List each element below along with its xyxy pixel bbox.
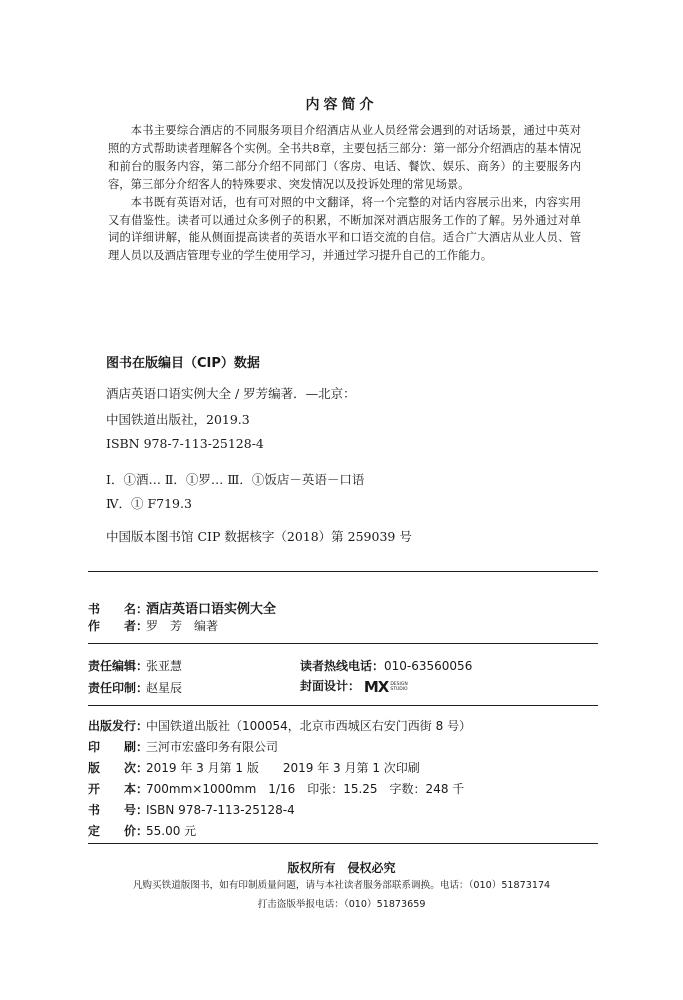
cover-design-label: 封面设计： [300, 679, 361, 693]
logo-sub-1: DESIGN [390, 681, 408, 687]
edition: 2019 年 3 月第 1 版 2019 年 3 月第 1 次印刷 [146, 761, 420, 775]
book-title: 酒店英语口语实例大全 [146, 602, 277, 617]
cip-line-2: 中国铁道出版社，2019.3 [106, 412, 250, 427]
design-studio-logo [364, 678, 408, 696]
hotline-label: 读者热线电话： [300, 659, 385, 673]
hotline-row [300, 657, 472, 674]
publish-row-5 [88, 801, 295, 818]
intro-paragraph-1: 本书主要综合酒店的不同服务项目介绍酒店从业人员经常会遇到的对话场景，通过中英对照的方式帮助读者理解各个实例。全书共8章，主要包括三部分：第一部分介绍酒店的基本情况和前台的服务内容，第二部分介绍不同部门（客房、电话、餐饮、娱乐、商务）的主要服务内容，第三部分介绍客人的特殊要求、突发情况以及投诉处理的常见场景。 [108, 124, 581, 191]
author-row [88, 617, 218, 634]
isbn: ISBN 978-7-113-25128-4 [146, 803, 295, 817]
cip-line-3: ISBN 978-7-113-25128-4 [106, 436, 264, 451]
editor-label: 责任编辑： [88, 659, 149, 673]
divider-3 [88, 705, 598, 706]
edition-label: 版 次： [88, 761, 149, 775]
cover-design-row [300, 677, 408, 696]
publish-row-6 [88, 822, 196, 839]
format: 700mm×1000mm 1/16 印张：15.25 字数：248 千 [146, 782, 465, 796]
author: 罗 芳 编著 [146, 619, 219, 633]
editor-row [88, 657, 182, 674]
logo-subtext [390, 682, 407, 692]
copyright-notice: 版权所有 侵权必究 [287, 861, 396, 875]
logo-sub-2: STUDIO [390, 686, 408, 692]
printing-label: 责任印制： [88, 681, 149, 695]
printing-manager: 赵星辰 [146, 681, 183, 695]
divider-1 [88, 571, 598, 572]
printing-row [88, 679, 182, 696]
format-label: 开 本： [88, 782, 149, 796]
logo-mark: MX [363, 677, 389, 696]
publish-row-2 [88, 738, 278, 755]
publish-row-1 [88, 717, 471, 734]
printer: 三河市宏盛印务有限公司 [146, 740, 279, 754]
divider-2 [88, 643, 598, 644]
cip-line-1: 酒店英语口语实例大全 / 罗芳编著．—北京： [106, 386, 356, 401]
intro-body [108, 122, 581, 265]
cip-line-5: Ⅳ．① F719.3 [106, 496, 192, 511]
hotline: 010-63560056 [384, 659, 473, 673]
price: 55.00 元 [146, 824, 197, 838]
author-label: 作 者： [88, 619, 149, 633]
isbn-label: 书 号： [88, 803, 149, 817]
cip-line-4: Ⅰ．①酒… Ⅱ．①罗… Ⅲ．①饭店－英语－口语 [106, 472, 365, 487]
intro-title: 内容简介 [305, 97, 378, 113]
publish-row-3 [88, 759, 420, 776]
publisher: 中国铁道出版社（100054，北京市西城区右安门西街 8 号） [146, 719, 472, 733]
editor: 张亚慧 [146, 659, 183, 673]
anti-piracy-notice: 打击盗版举报电话：（010）51873659 [257, 899, 426, 910]
publish-row-4 [88, 780, 464, 797]
intro-paragraph-2: 本书既有英语对话，也有可对照的中文翻译，将一个完整的对话内容展示出来，内容实用又有借鉴性。读者可以通过众多例子的积累，不断加深对酒店服务工作的了解。另外通过对单词的详细讲解，能从侧面提高读者的英语水平和口语交流的自信。适合广大酒店从业人员、管理人员以及酒店管理专业的学生使用学习，并通过学习提升自己的工作能力。 [108, 195, 581, 263]
cip-heading: 图书在版编目（CIP）数据 [106, 356, 260, 371]
quality-notice: 凡购买铁道版图书，如有印制质量问题，请与本社读者服务部联系调换。电话：（010）51873174 [132, 880, 551, 891]
printer-label: 印 刷： [88, 740, 149, 754]
price-label: 定 价： [88, 824, 149, 838]
divider-4 [88, 843, 598, 844]
publisher-label: 出版发行： [88, 719, 149, 733]
book-title-row [88, 598, 276, 617]
cip-line-6: 中国版本图书馆 CIP 数据核字（2018）第 259039 号 [106, 529, 412, 544]
book-title-label: 书 名： [88, 602, 149, 616]
